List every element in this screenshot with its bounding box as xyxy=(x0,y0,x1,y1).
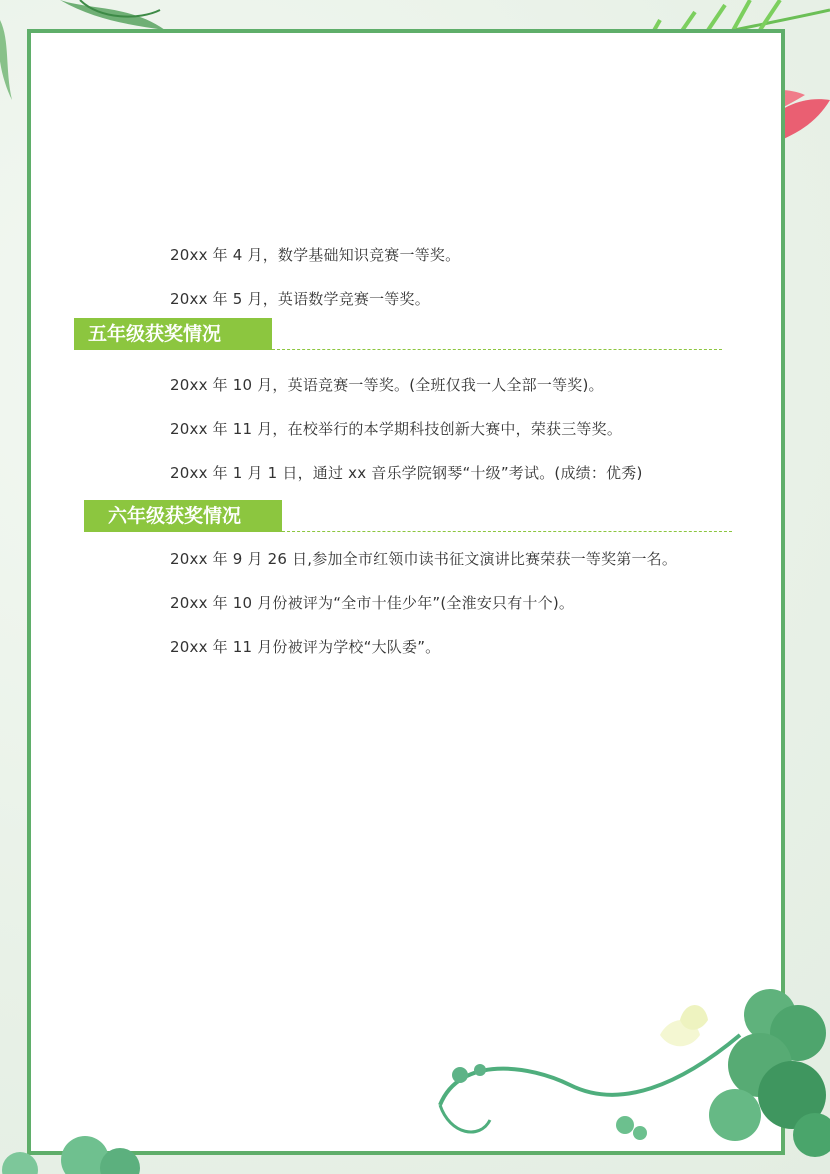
award-line: 20xx 年 1 月 1 日，通过 xx 音乐学院钢琴“十级”考试。(成绩：优秀) xyxy=(170,464,643,482)
award-line: 20xx 年 11 月，在校举行的本学期科技创新大赛中，荣获三等奖。 xyxy=(170,420,623,438)
vine-clover-decoration-bottom-right xyxy=(420,975,830,1174)
dotted-divider xyxy=(272,349,722,350)
award-line: 20xx 年 9 月 26 日,参加全市红领巾读书征文演讲比赛荣获一等奖第一名。 xyxy=(170,550,678,568)
section-heading-grade5: 五年级获奖情况 xyxy=(74,318,272,350)
leaf-decoration-bottom-left xyxy=(0,1120,200,1174)
dotted-divider xyxy=(282,531,732,532)
award-line: 20xx 年 5 月，英语数学竞赛一等奖。 xyxy=(170,290,430,308)
award-line: 20xx 年 4 月，数学基础知识竞赛一等奖。 xyxy=(170,246,461,264)
section-heading-grade6: 六年级获奖情况 xyxy=(84,500,282,532)
award-line: 20xx 年 11 月份被评为学校“大队委”。 xyxy=(170,638,441,656)
award-line: 20xx 年 10 月份被评为“全市十佳少年”(全淮安只有十个)。 xyxy=(170,594,575,612)
award-line: 20xx 年 10 月，英语竞赛一等奖。(全班仅我一人全部一等奖)。 xyxy=(170,376,604,394)
